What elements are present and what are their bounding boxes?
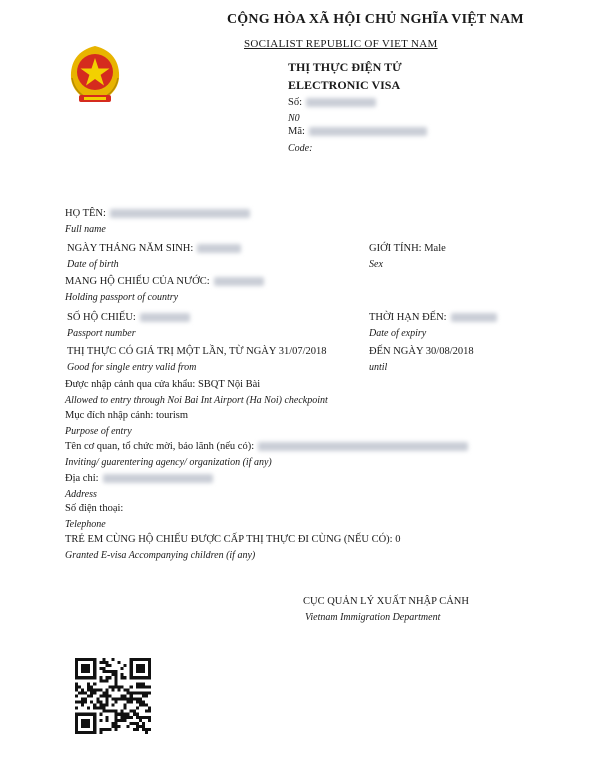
- visa-code-row: [288, 126, 427, 137]
- passport-country-redacted: [214, 277, 264, 286]
- sex-label: GIỚI TÍNH:: [369, 243, 422, 254]
- fullname-label-en: Full name: [65, 224, 106, 235]
- fullname-label: HỌ TÊN:: [65, 208, 106, 219]
- sex-value: Male: [424, 243, 446, 254]
- children-label-en: Granted E-visa Accompanying children (if any): [65, 550, 256, 561]
- agency-label-en: Inviting/ guarentering agency/ organization (if any): [65, 457, 272, 468]
- department-name-en: Vietnam Immigration Department: [305, 612, 441, 623]
- visa-number-redacted: [306, 98, 376, 107]
- sex-label-en: Sex: [369, 259, 383, 270]
- dob-label-en: Date of birth: [67, 259, 119, 270]
- country-name-vi: CỘNG HÒA XÃ HỘI CHỦ NGHĨA VIỆT NAM: [227, 12, 524, 27]
- validity-until: ĐẾN NGÀY 30/08/2018: [369, 346, 474, 357]
- fullname-redacted: [110, 209, 250, 218]
- visa-title-vi: THỊ THỰC ĐIỆN TỬ: [288, 60, 402, 74]
- qr-code-icon: [75, 658, 151, 734]
- phone-label-en: Telephone: [65, 519, 106, 530]
- validity-until-en: until: [369, 362, 388, 373]
- country-name-en: SOCIALIST REPUBLIC OF VIET NAM: [244, 38, 438, 50]
- children-label: TRẺ EM CÙNG HỘ CHIẾU ĐƯỢC CẤP THỊ THỰC ĐI CÙNG (NẾU CÓ): 0: [65, 534, 401, 545]
- entry-checkpoint-en: Allowed to entry through Noi Bai Int Airport (Ha Noi) checkpoint: [65, 395, 328, 406]
- expiry-label: THỜI HẠN ĐẾN:: [369, 312, 447, 323]
- visa-code-label-en: Code:: [288, 143, 313, 154]
- agency-redacted: [258, 442, 468, 451]
- sex-row: [369, 243, 446, 254]
- passport-country-row: [65, 276, 264, 287]
- visa-code-label: Mã:: [288, 126, 305, 137]
- visa-title-en: ELECTRONIC VISA: [288, 78, 401, 92]
- passport-country-label: MANG HỘ CHIẾU CỦA NƯỚC:: [65, 276, 210, 287]
- visa-number-label-en: N0: [288, 113, 300, 124]
- fullname-row: [65, 208, 250, 219]
- dob-redacted: [197, 244, 241, 253]
- address-label-en: Address: [65, 489, 97, 500]
- dob-label: NGÀY THÁNG NĂM SINH:: [67, 243, 194, 254]
- passport-number-row: [67, 312, 190, 323]
- visa-code-redacted: [309, 127, 427, 136]
- passport-country-label-en: Holding passport of country: [65, 292, 179, 303]
- entry-purpose-en: Purpose of entry: [65, 426, 132, 437]
- address-row: [65, 473, 213, 484]
- address-redacted: [103, 474, 213, 483]
- entry-checkpoint: Được nhập cảnh qua cửa khẩu: SBQT Nội Bài: [65, 379, 261, 390]
- passport-number-label-en: Passport number: [67, 328, 136, 339]
- expiry-label-en: Date of expiry: [369, 328, 427, 339]
- visa-number-row: [288, 97, 376, 108]
- agency-row: [65, 441, 468, 452]
- agency-label: Tên cơ quan, tổ chức mời, bảo lãnh (nếu có):: [65, 441, 255, 452]
- phone-label: Số điện thoại:: [65, 503, 124, 514]
- entry-purpose: Mục đích nhập cảnh: tourism: [65, 410, 189, 421]
- department-name-vi: CỤC QUẢN LÝ XUẤT NHẬP CẢNH: [303, 596, 469, 607]
- expiry-row: [369, 312, 497, 323]
- passport-number-redacted: [140, 313, 190, 322]
- validity-from: THỊ THỰC CÓ GIÁ TRỊ MỘT LẦN, TỪ NGÀY 31/07/2018: [67, 346, 327, 357]
- vietnam-emblem-icon: [66, 44, 124, 106]
- passport-number-label: SỐ HỘ CHIẾU:: [67, 312, 136, 323]
- dob-row: [67, 243, 241, 254]
- address-label: Địa chỉ:: [65, 473, 99, 484]
- expiry-redacted: [451, 313, 497, 322]
- visa-number-label: Số:: [288, 97, 303, 108]
- validity-from-en: Good for single entry valid from: [67, 362, 197, 373]
